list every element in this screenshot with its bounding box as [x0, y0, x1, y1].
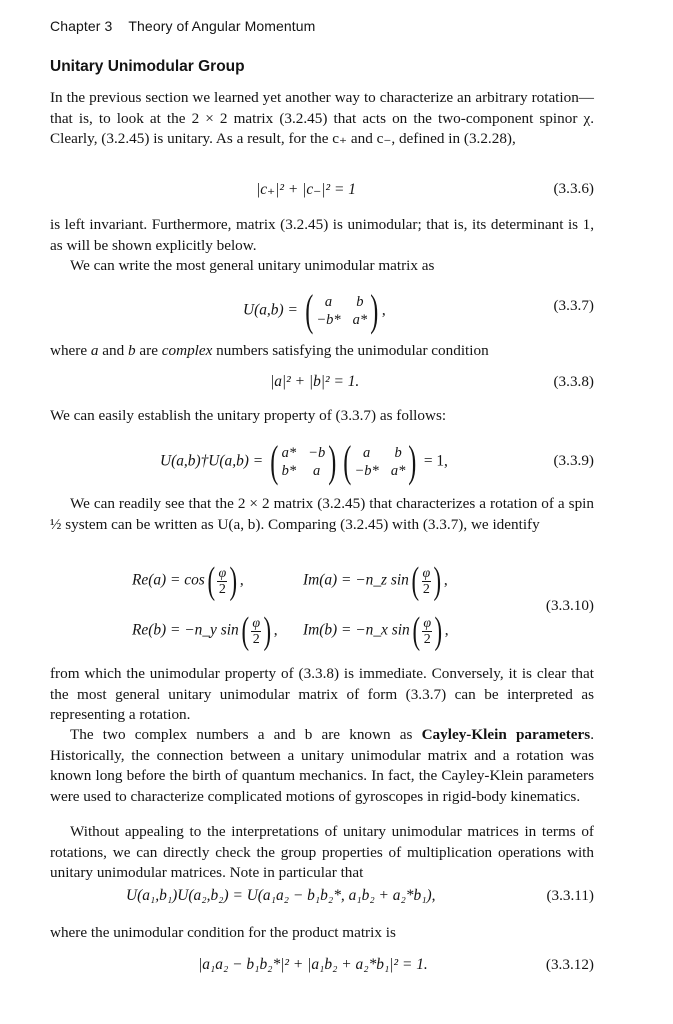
equation-3-3-6 [50, 180, 594, 220]
paragraph-1: In the previous section we learned yet another way to characterize an arbitrary rotation—that is, to look at the 2 × 2 matrix (3.2.45) that acts on the two-component spinor χ. Clearly, (3.2.45) is unitary. As a result, for the c₊ and c₋, defined in (3.2.28), [50, 89, 594, 147]
text-run: are [139, 342, 162, 359]
matrix-entry: b [356, 294, 364, 310]
equation-3-3-11 [50, 887, 594, 927]
chapter-title: Theory of Angular Momentum [128, 18, 316, 34]
matrix-entry: −b* [316, 312, 341, 328]
term-cayley-klein: Cayley-Klein parameters [421, 726, 591, 743]
equation-body: U(a₁,b₁)U(a₂,b₂) = U(a₁a₂ − b₁b₂*, a₁b₂ + a₂*b₁), [126, 887, 436, 904]
equation-3-3-9 [50, 438, 594, 484]
equation-number: (3.3.10) [545, 597, 594, 614]
matrix-entry: a [363, 445, 371, 461]
running-header [50, 18, 315, 34]
equation-3-3-7 [50, 283, 594, 335]
matrix-entry: a [324, 294, 333, 310]
equation-rhs: = 1, [423, 452, 448, 470]
equation-number: (3.3.11) [546, 887, 594, 904]
equation-im-a: Im(a) = −n_z sin( $\frac{\varphi}{2}$ ) , [303, 560, 448, 602]
chapter-label: Chapter 3 [50, 18, 113, 34]
equation-3-3-12 [50, 956, 594, 996]
matrix [316, 293, 367, 329]
equation-number: (3.3.9) [553, 452, 594, 469]
emphasis: complex [161, 342, 213, 359]
equation-body: |a₁a₂ − b₁b₂*|² + |a₁b₂ + a₂*b₁|² = 1. [198, 956, 428, 973]
equation-im-b: Im(b) = −n_x sin( $\frac{\varphi}{2}$ ) , [303, 610, 449, 652]
equation-body: U(a,b)†U(a,b) = ( a* −b b* a ) ( a b −b* a* ) = 1, [160, 437, 448, 486]
paragraph-10: where the unimodular condition for the product matrix is [50, 924, 396, 941]
equation-3-3-10 [50, 556, 594, 656]
paragraph-4: where a and b are complex numbers satisfying the unimodular condition [50, 342, 489, 359]
paragraph-3: We can write the most general unitary unimodular matrix as [70, 257, 435, 274]
paragraph-6: We can readily see that the 2 × 2 matrix (3.2.45) that characterizes a rotation of a spin ½ system can be written as U(a, b). Comparing (3.2.45) with (3.3.7), we identify [50, 495, 594, 533]
equation-number: (3.3.7) [553, 297, 594, 314]
matrix-entry: b [394, 445, 402, 461]
text-run: numbers satisfying the unimodular condition [212, 342, 489, 359]
equation-body: |a|² + |b|² = 1. [270, 373, 360, 390]
text-run: The two complex numbers a and b are known as [70, 726, 422, 743]
matrix-entry: a* [281, 445, 297, 461]
text-run: where [50, 342, 91, 359]
equation-re-b: Re(b) = −n_y sin( $\frac{\varphi}{2}$ ) , [132, 610, 278, 652]
matrix-entry: b* [281, 463, 297, 479]
equation-body: U(a,b) = ( a b −b* a* ) , [243, 286, 386, 335]
equation-number: (3.3.6) [553, 180, 594, 197]
matrix-entry: −b* [354, 463, 379, 479]
equation-body: |c₊|² + |c₋|² = 1 [256, 181, 356, 198]
equation-lhs: U(a,b)†U(a,b) = [160, 452, 264, 470]
equation-re-a: Re(a) = cos( $\frac{\varphi}{2}$ ) , [132, 560, 244, 602]
paragraph-9: Without appealing to the interpretations of unitary unimodular matrices in terms of rotations, we can directly check the group properties of multiplication operations with unitary unimodular matrices. Note in particular that [50, 823, 594, 881]
equation-number: (3.3.8) [553, 373, 594, 390]
paragraph-7: from which the unimodular property of (3.3.8) is immediate. Conversely, it is clear that the most general unitary unimodular matrix of form (3.3.7) can be interpreted as representing a rotation. [50, 665, 594, 723]
matrix [282, 444, 326, 480]
matrix-entry: a* [352, 312, 368, 328]
matrix-entry: −b [308, 445, 326, 461]
paragraph-5: We can easily establish the unitary property of (3.3.7) as follows: [50, 407, 447, 424]
paragraph-8 [50, 725, 594, 807]
equation-number: (3.3.12) [545, 956, 594, 973]
section-heading: Unitary Unimodular Group [50, 58, 245, 75]
equation-lhs: U(a,b) = [243, 301, 298, 319]
matrix-entry: a* [390, 463, 406, 479]
matrix [355, 444, 406, 480]
paragraph-2: is left invariant. Furthermore, matrix (3.2.45) is unimodular; that is, its determinant is 1, as will be shown explicitly below. [50, 216, 594, 254]
matrix-entry: a [313, 463, 321, 479]
text-run: . Historically, the connection between a unitary unimodular matrix and a rotation was known long before the birth of quantum mechanics. In fact, the Cayley-Klein parameters were used to characterize complicated motions of gyroscopes in rigid-body kinematics. [50, 726, 594, 805]
